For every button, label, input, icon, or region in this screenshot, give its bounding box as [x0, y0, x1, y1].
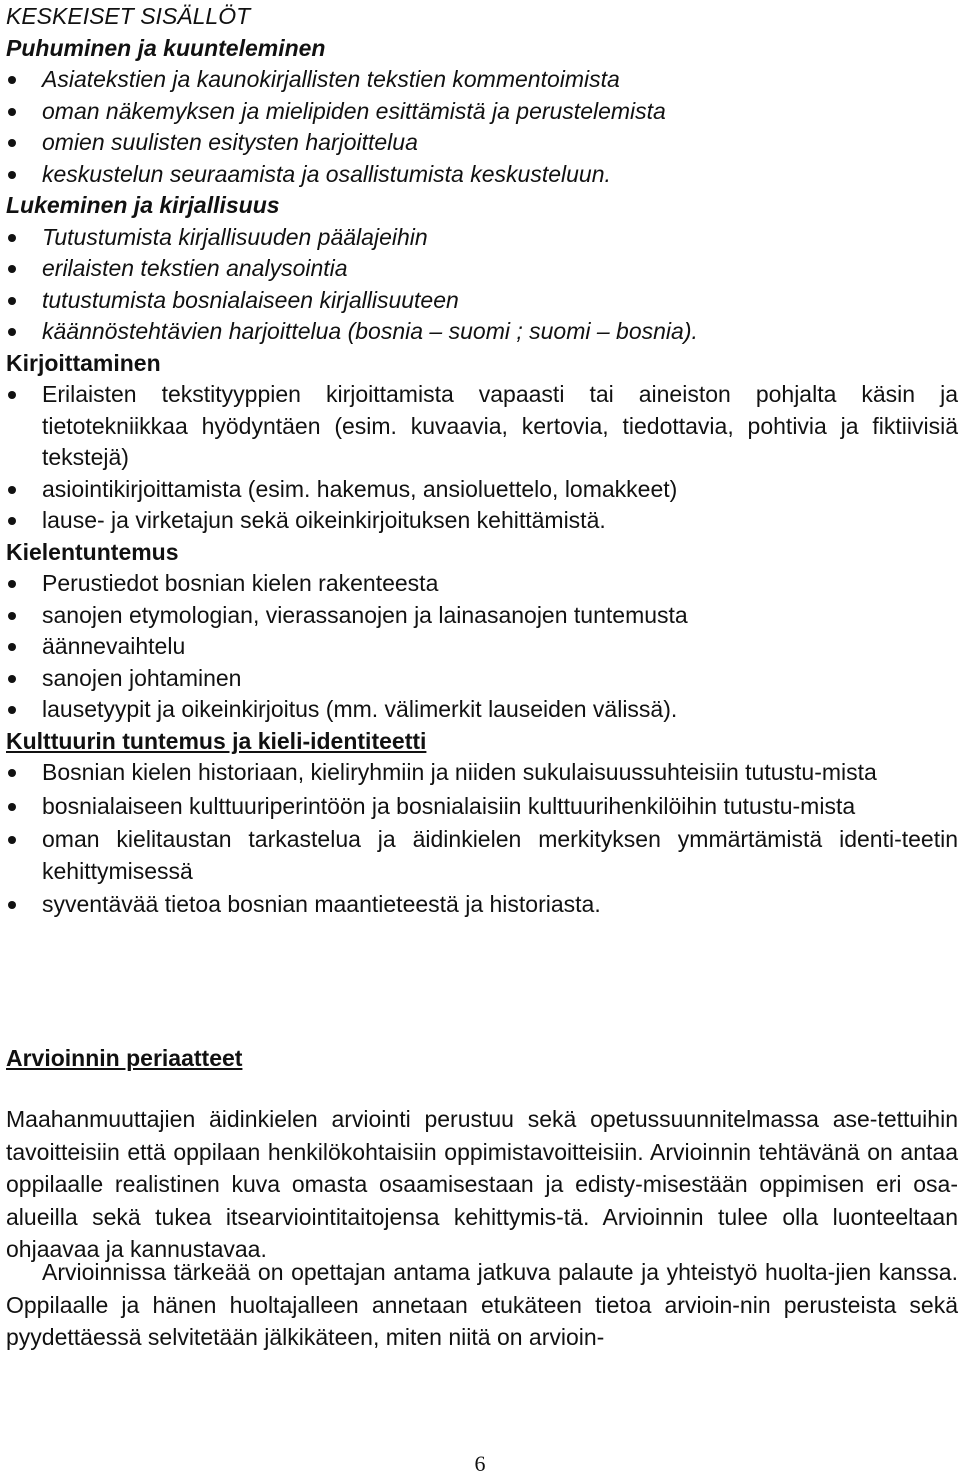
list-item: erilaisten tekstien analysointia — [6, 253, 958, 285]
section-heading-arviointi: Arvioinnin periaatteet — [6, 1045, 243, 1071]
list-item: omien suulisten esitysten harjoittelua — [6, 127, 958, 159]
list-item: Asiatekstien ja kaunokirjallisten tekstien kommentoimista — [6, 64, 958, 96]
document-page — [6, 1, 958, 1350]
list-kielentuntemus — [6, 568, 958, 726]
list-lukeminen — [6, 222, 958, 348]
list-kirjoittaminen — [6, 379, 958, 537]
list-item: Bosnian kielen historiaan, kieliryhmiin ja niiden sukulaisuussuhteisiin tutustu-mista — [6, 757, 958, 789]
list-puhuminen — [6, 64, 958, 190]
list-item: äännevaihtelu — [6, 631, 958, 663]
section-heading-kulttuuri: Kulttuurin tuntemus ja kieli-identiteetti — [6, 727, 427, 754]
list-item: Perustiedot bosnian kielen rakenteesta — [6, 568, 958, 600]
list-item: sanojen johtaminen — [6, 663, 958, 695]
list-item: keskustelun seuraamista ja osallistumista keskusteluun. — [6, 159, 958, 191]
list-item: tutustumista bosnialaiseen kirjallisuuteen — [6, 285, 958, 317]
list-item: syventävää tietoa bosnian maantieteestä ja historiasta. — [6, 889, 958, 921]
list-item: Erilaisten tekstityyppien kirjoittamista vapaasti tai aineiston pohjalta käsin ja tietotekniikkaa hyödyntäen (esim. kuvaavia, kertovia, tiedottavia, pohtivia ja fiktiivisiä tekstejä) — [6, 379, 958, 474]
document-title: KESKEISET SISÄLLÖT — [6, 3, 251, 29]
arviointi-paragraph-1: Maahanmuuttajien äidinkielen arviointi perustuu sekä opetussuunnitelmassa ase-tettuihin tavoitteisiin että oppilaan henkilökohtaisiin oppimistavoitteisiin. Arvioinnin tehtävänä on antaa oppilaalle realistinen kuva omasta osaamisestaan ja edisty-misestään oppimisen eri osa-alueilla sekä tukea itsearviointitaitojensa kehittymis-tä. Arvioinnin tulee olla luonteeltaan ohjaavaa ja kannustavaa. — [6, 1106, 958, 1262]
section-heading-lukeminen: Lukeminen ja kirjallisuus — [6, 192, 280, 218]
page-number: 6 — [474, 1451, 486, 1476]
list-item: Tutustumista kirjallisuuden päälajeihin — [6, 222, 958, 254]
list-item: oman näkemyksen ja mielipiden esittämistä ja perustelemista — [6, 96, 958, 128]
list-item: oman kielitaustan tarkastelua ja äidinkielen merkityksen ymmärtämistä identi-teetin kehittymisessä — [6, 824, 958, 887]
section-heading-kirjoittaminen: Kirjoittaminen — [6, 349, 161, 376]
list-kulttuuri — [6, 757, 958, 921]
list-item: asiointikirjoittamista (esim. hakemus, ansioluettelo, lomakkeet) — [6, 474, 958, 506]
list-item: sanojen etymologian, vierassanojen ja lainasanojen tuntemusta — [6, 600, 958, 632]
section-heading-kielentuntemus: Kielentuntemus — [6, 538, 179, 565]
section-heading-puhuminen: Puhuminen ja kuunteleminen — [6, 34, 326, 61]
list-item: lause- ja virketajun sekä oikeinkirjoituksen kehittämistä. — [6, 505, 958, 537]
arviointi-paragraph-2: Arvioinnissa tärkeää on opettajan antama jatkuva palaute ja yhteistyö huolta-jien kanssa. Oppilaalle ja hänen huoltajalleen annetaan etukäteen tietoa arvioin-nin perusteista sekä pyydettäessä selvitetään jälkikäteen, miten niitä on arvioin- — [6, 1259, 958, 1350]
list-item: bosnialaiseen kulttuuriperintöön ja bosnialaisiin kulttuurihenkilöihin tutustu-mista — [6, 791, 958, 823]
list-item: lausetyypit ja oikeinkirjoitus (mm. välimerkit lauseiden välissä). — [6, 694, 958, 726]
list-item: käännöstehtävien harjoittelua (bosnia – suomi ; suomi – bosnia). — [6, 316, 958, 348]
